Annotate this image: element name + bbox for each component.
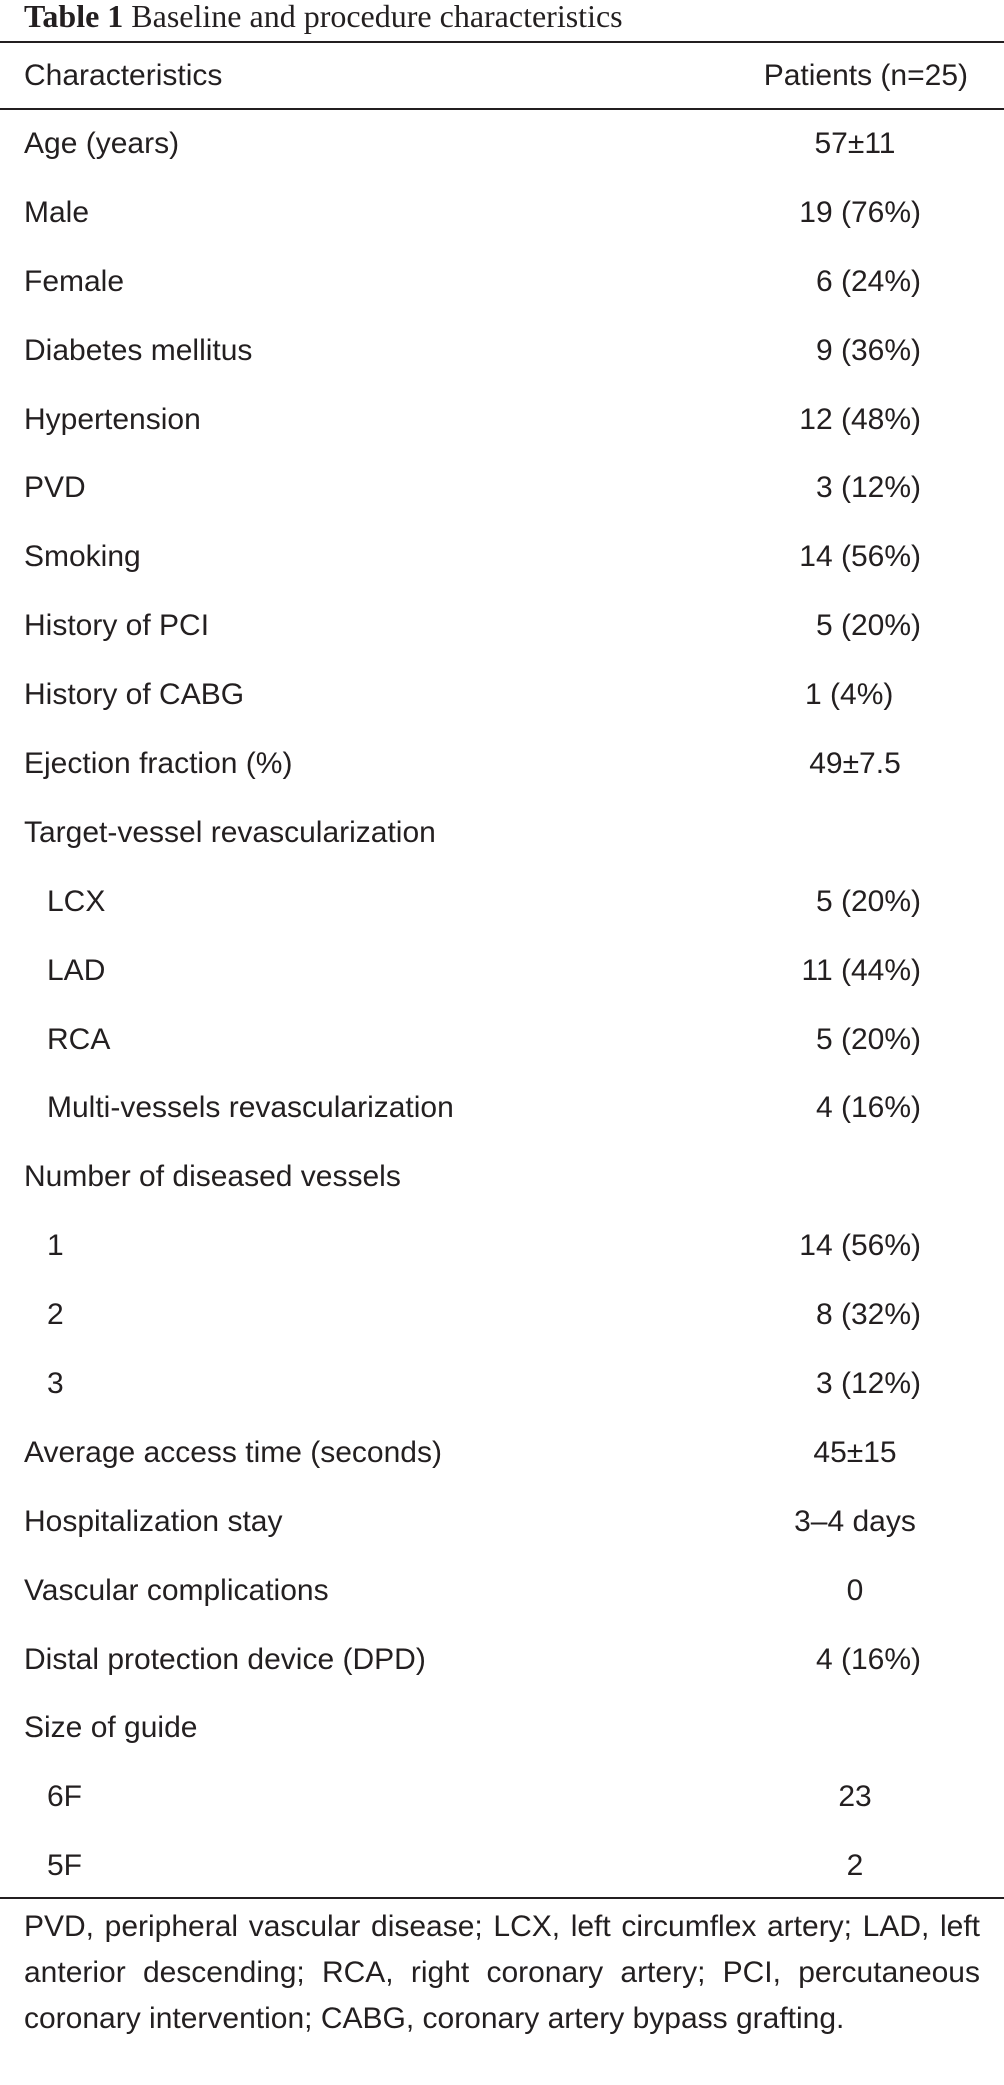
table-row [0,1557,1004,1626]
row-label: History of CABG [24,678,245,712]
row-value: 57±11 [814,127,896,160]
row-label: Male [24,195,90,229]
table-row [0,1419,1004,1488]
row-label: 6F [47,1780,83,1814]
table-row [0,523,1004,592]
table-header-row [0,43,1004,108]
table-row [0,1281,1004,1350]
row-value: 19 (76%) [799,195,921,229]
row-value: 2 [846,1849,864,1883]
table-row [0,1350,1004,1419]
table-row [0,592,1004,661]
table-row [0,661,1004,730]
row-label: Hypertension [24,402,201,436]
table-row [0,730,1004,799]
row-label: 5F [47,1849,83,1883]
row-label: 2 [47,1298,64,1332]
table-row [0,799,1004,868]
row-value: 14 (56%) [799,1229,921,1263]
row-value: 5 (20%) [815,1022,921,1056]
table-footnote: PVD, peripheral vascular disease; LCX, left circumflex artery; LAD, left anterior descending; RCA, right coronary artery; PCI, percutaneous coronary intervention; CABG, coronary artery bypass grafting. [24,1910,980,2035]
table-row [0,1832,1004,1901]
table-caption [24,0,623,38]
row-label: History of PCI [24,609,210,643]
row-label: Hospitalization stay [24,1504,283,1538]
row-label: Average access time (seconds) [24,1435,442,1469]
row-label: Smoking [24,540,141,574]
row-value: 23 [838,1780,872,1814]
row-label: 1 [47,1229,64,1263]
table-row [0,317,1004,386]
row-value: 9 (36%) [815,333,921,367]
table-row [0,1488,1004,1557]
row-label: LCX [47,884,106,918]
row-label: PVD [24,471,86,505]
row-value: 49±7.5 [809,747,901,781]
table-row [0,1763,1004,1832]
table-row [0,110,1004,179]
table-row [0,179,1004,248]
row-value: 3 (12%) [815,471,921,505]
row-label: Female [24,264,125,298]
row-value: 45±15 [813,1435,897,1469]
row-value: 14 (56%) [799,540,921,574]
row-label: Diabetes mellitus [24,333,253,367]
table-row [0,1212,1004,1281]
row-label: Multi-vessels revascularization [47,1091,454,1125]
row-value: 12 (48%) [799,402,921,436]
table-row [0,454,1004,523]
row-value: 4 (16%) [815,1642,921,1676]
row-label: Vascular complications [24,1573,329,1607]
row-label: Number of diseased vessels [24,1160,401,1194]
table-row [0,1143,1004,1212]
row-value: 0 [846,1573,864,1607]
row-label: 3 [47,1367,64,1401]
row-label: Size of guide [24,1711,198,1745]
table-row [0,868,1004,937]
row-value: 3–4 days [794,1504,916,1538]
table-body [0,110,1004,1901]
table-bottom-rule [0,1897,1004,1899]
row-value: 8 (32%) [815,1298,921,1332]
table-caption-title: Baseline and procedure characteristics [131,0,623,34]
column-header-patients: Patients (n=25) [763,59,968,92]
row-label: Age (years) [24,127,180,160]
table-caption-label: Table 1 [24,0,124,34]
row-label: Target-vessel revascularization [24,815,436,849]
table-row [0,1626,1004,1695]
row-value: 3 (12%) [815,1367,921,1401]
row-value: 5 (20%) [815,884,921,918]
table-row [0,248,1004,317]
row-value: 5 (20%) [815,609,921,643]
row-label: LAD [47,953,106,987]
row-label: RCA [47,1022,111,1056]
row-value: 4 (16%) [815,1091,921,1125]
table-row [0,1074,1004,1143]
table-row [0,386,1004,455]
row-value: 1 (4%) [805,678,894,712]
table-row [0,1694,1004,1763]
column-header-characteristics: Characteristics [24,59,223,92]
table-row [0,937,1004,1006]
row-value: 11 (44%) [801,953,921,987]
row-label: Distal protection device (DPD) [24,1642,426,1676]
row-value: 6 (24%) [815,264,921,298]
table-row [0,1006,1004,1075]
row-label: Ejection fraction (%) [24,747,293,781]
